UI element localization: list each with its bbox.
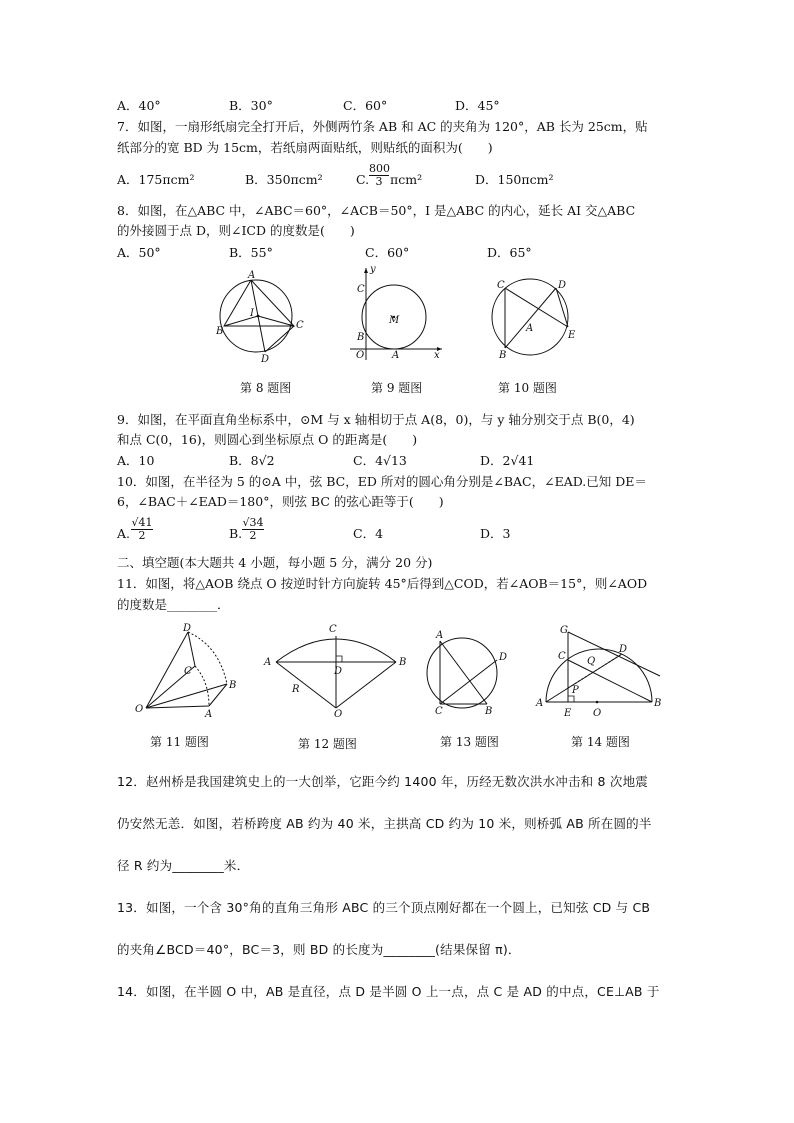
figure-10 [488,270,588,370]
figure-9 [348,264,448,364]
section-2-heading: 二、填空题(本大题共 4 小题，每小题 5 分，满分 20 分) [117,555,433,570]
q7-text-line1: 7．如图，一扇形纸扇完全打开后，外侧两竹条 AB 和 AC 的夹角为 120°，AB 长为 25cm，贴 [117,119,648,134]
fig8-label-d: D [261,354,270,365]
figure-13 [425,624,520,724]
q10-text-line1: 10．如图，在半径为 5 的⊙A 中，弦 BC，ED 所对的圆心角分别是∠BAC，∠EAD.已知 DE＝ [117,474,647,489]
q13-text-line2: 的夹角∠BCD＝40°，BC＝3，则 BD 的长度为________(结果保留 π)． [117,942,521,957]
fig13-label-a: A [436,630,444,641]
q12-text-line3: 径 R 约为________米． [117,858,250,873]
figure-14 [534,622,664,722]
q7-option-b: B．350πcm² [245,172,323,187]
q10-option-c: C．4 [353,526,384,541]
q7-frac-denominator: 3 [369,175,389,188]
fig10-caption: 第 10 题图 [498,381,557,395]
fig11-label-o: O [135,704,144,715]
q7-option-c-fraction [369,163,389,188]
q7-text-line2: 纸部分的宽 BD 为 15cm，若纸扇两面贴纸，则贴纸的面积为( ) [117,140,493,155]
fig14-label-e: E [564,708,572,719]
fig8-caption: 第 8 题图 [240,381,292,395]
q10-option-b-fraction [242,517,264,542]
q8-option-d: D．65° [487,245,532,260]
q10-option-a-prefix: A. [117,526,131,541]
fig12-label-r: R [292,684,300,695]
fig10-label-b: B [499,350,507,361]
fig9-label-c: C [357,284,365,295]
fig14-label-g: G [560,625,568,636]
q7-option-d: D．150πcm² [475,172,554,187]
q9-option-d: D．2√41 [480,453,535,468]
q10-option-b-prefix: B. [229,526,243,541]
q9-option-a: A．10 [117,453,155,468]
q14-text-line1: 14．如图，在半圆 O 中，AB 是直径，点 D 是半圆 O 上一点，点 C 是 AD 的中点，CE⊥AB 于 [117,984,660,999]
q9-text-line1: 9．如图，在平面直角坐标系中，⊙M 与 x 轴相切于点 A(8，0)，与 y 轴分别交于点 B(0，4) [117,412,635,427]
fig9-caption: 第 9 题图 [371,381,423,395]
q10-option-b-numerator: √34 [242,516,264,529]
fig9-label-b: B [357,332,365,343]
fig9-label-m: M [389,315,400,326]
fig10-label-d: D [558,280,567,291]
q13-text-line1: 13．如图，一个含 30°角的直角三角形 ABC 的三个顶点刚好都在一个圆上，已知弦 CD 与 CB [117,900,651,915]
fig14-label-c: C [558,651,566,662]
q8-option-a: A．50° [117,245,161,260]
q10-option-a-numerator: √41 [131,516,153,529]
fig14-label-p: P [572,685,579,696]
fig14-caption: 第 14 题图 [571,735,630,749]
q7-frac-numerator: 800 [369,162,390,175]
q6-option-a: A．40° [117,98,161,113]
q8-option-b: B．55° [229,245,273,260]
fig14-label-q: Q [587,656,596,667]
q7-option-a: A．175πcm² [117,172,195,187]
q9-text-line2: 和点 C(0，16)，则圆心到坐标原点 O 的距离是( ) [117,432,418,447]
fig12-label-b: B [399,657,407,668]
fig14-label-a: A [536,698,544,709]
figure-11 [133,622,243,722]
fig9-label-y: y [370,264,376,275]
q6-option-b: B．30° [229,98,273,113]
q8-option-c: C．60° [365,245,410,260]
q6-option-c: C．60° [343,98,388,113]
q11-text-line2: 的度数是________． [117,597,230,612]
fig8-label-b: B [216,326,224,337]
fig8-label-i: I [250,308,254,319]
q9-option-c: C．4√13 [353,453,407,468]
fig8-label-a: A [248,270,256,281]
fig8-label-c: C [296,320,304,331]
fig13-caption: 第 13 题图 [440,735,499,749]
fig13-label-d: D [499,652,508,663]
fig9-label-x: x [434,350,440,361]
q12-text-line2: 仍安然无恙．如图，若桥跨度 AB 约为 40 米，主拱高 CD 约为 10 米，则桥弧 AB 所在圆的半 [117,816,652,831]
q12-text-line1: 12．赵州桥是我国建筑史上的一大创举，它距今约 1400 年，历经无数次洪水冲击和 8 次地震 [117,774,648,789]
fig10-label-e: E [568,330,576,341]
q8-text-line1: 8．如图，在△ABC 中，∠ABC＝60°，∠ACB＝50°，I 是△ABC 的内心，延长 AI 交△ABC [117,203,636,218]
fig11-label-a: A [205,709,213,720]
fig12-label-o: O [334,709,343,720]
fig11-label-b: B [229,680,237,691]
q11-text-line1: 11．如图，将△AOB 绕点 O 按逆时针方向旋转 45°后得到△COD，若∠AOB＝15°，则∠AOD [117,576,648,591]
fig13-label-b: B [485,706,493,717]
fig13-label-c: C [435,706,443,717]
fig11-label-c: C [184,666,192,677]
fig11-label-d: D [183,623,192,634]
fig14-label-o: O [593,708,602,719]
q6-option-d: D．45° [455,98,500,113]
q9-option-b: B．8√2 [229,453,275,468]
q8-text-line2: 的外接圆于点 D，则∠ICD 的度数是( ) [117,223,355,238]
fig9-label-a: A [392,350,400,361]
q7-option-c-unit: πcm² [390,172,423,187]
fig11-caption: 第 11 题图 [150,735,209,749]
fig14-label-b: B [654,698,662,709]
figure-8 [218,268,318,368]
fig10-label-a: A [526,323,534,334]
figure-12 [262,620,412,720]
fig14-label-d: D [619,644,628,655]
q10-option-b-denominator: 2 [242,529,264,542]
q10-text-line2: 6，∠BAC＋∠EAD＝180°，则弦 BC 的弦心距等于( ) [117,494,444,509]
fig12-caption: 第 12 题图 [298,737,357,751]
fig9-label-o: O [356,350,365,361]
q7-option-c-prefix: C. [356,172,370,187]
q10-option-d: D．3 [480,526,511,541]
q10-option-a-fraction [131,517,153,542]
fig12-label-d: D [334,666,343,677]
fig12-label-a: A [264,657,272,668]
fig10-label-c: C [497,280,505,291]
q10-option-a-denominator: 2 [131,529,153,542]
fig12-label-c: C [329,624,337,635]
